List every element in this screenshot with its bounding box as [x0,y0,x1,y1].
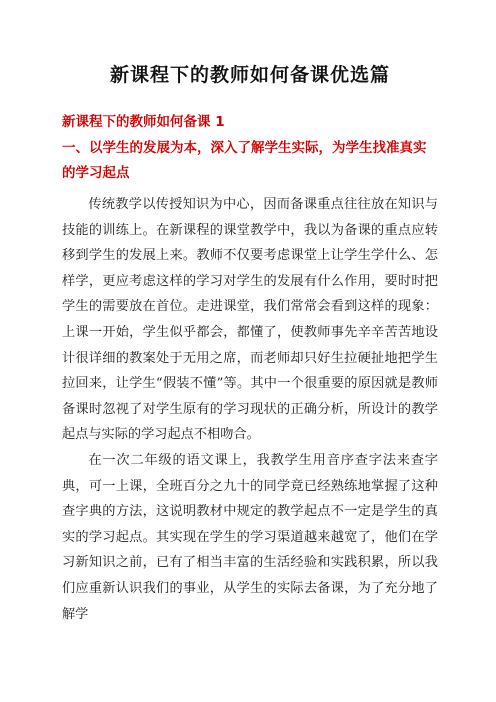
paragraph-1: 传统教学以传授知识为中心，因而备课重点往往放在知识与技能的训练上。在新课程的课堂教学中，我以为备课的重点应转移到学生的发展上来。教师不仅要考虑课堂上让学生学什么、怎样学，更应考虑这样的学习对学生的发展有什么作用，要时时把学生的需要放在首位。走进课堂，我们常常会看到这样的现象：上课一开始，学生似乎都会，都懂了，使教师事先辛辛苦苦地设计很详细的教案处于无用之席，而老师却只好生拉硬扯地把学生拉回来，让学生“假装不懂”等。其中一个很重要的原因就是教师备课时忽视了对学生原有的学习现状的正确分析，所设计的教学起点与实际的学习起点不相吻合。 [62,197,438,443]
section-subtitle: 新课程下的教师如何备课 1 [62,114,225,130]
paragraph-2: 在一次二年级的语文课上，我教学生用音序查字法来查字典，可一上课，全班百分之九十的同学竟已经熟练地掌握了这种查字典的方法，这说明教材中规定的教学起点不一定是学生的真实的学习起点。其实现在学生的学习渠道越来越宽了，他们在学习新知识之前，已有了相当丰富的生活经验和实践积累，所以我们应重新认识我们的事业，从学生的实际去备课，为了充分地了解学 [62,452,438,622]
document-title: 新课程下的教师如何备课优选篇 [109,64,390,86]
section-heading: 一、以学生的发展为本，深入了解学生实际，为学生找准真实的学习起点 [62,140,427,181]
